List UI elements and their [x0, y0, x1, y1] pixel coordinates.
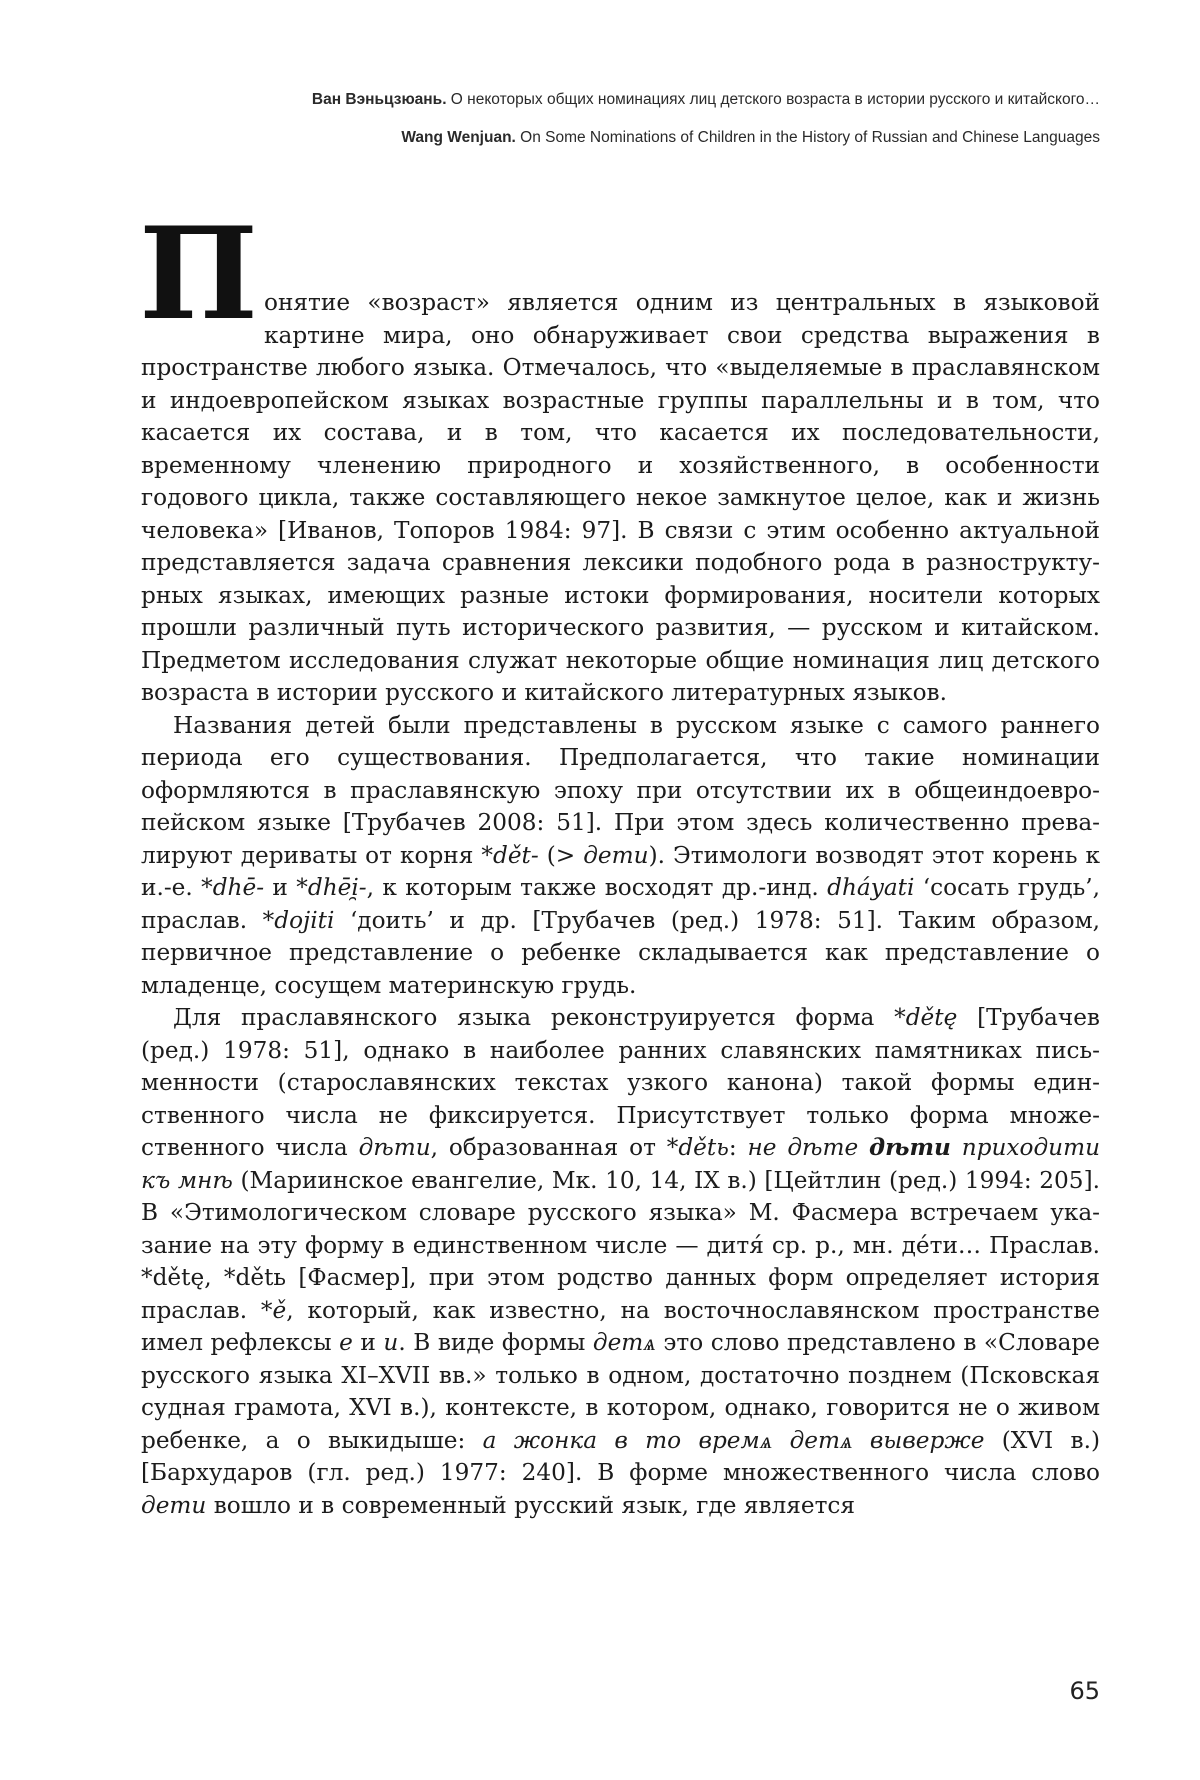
p3-italic-1: *dětę	[894, 1004, 958, 1031]
paragraph-3	[141, 1002, 1100, 1522]
p3-italic-5: приходити къ мнѣ	[141, 1134, 1101, 1194]
p2-text-1: Названия детей были представлены в русском языке с самого раннего периода его существования. Предполагается, что такие номинации оформляются в праславянскую эпоху при отсутствии их в общеиндоевропейском языке [Трубачев 2008: 51]. При этом здесь количественно превалируют дериваты от корня	[141, 711, 1100, 869]
paragraph-2	[141, 710, 1100, 1003]
p3-italic-11: дети	[141, 1491, 207, 1519]
p3-text-3: , образованная от *	[430, 1134, 679, 1161]
p2-text-6: ‘сосать грудь’, праслав.	[141, 874, 1100, 934]
p3-italic-2: дѣти	[358, 1134, 431, 1161]
p3-italic-6: *ě	[260, 1296, 287, 1324]
p1-text: онятие «возраст» является одним из центральных в языковой картине мира, оно обнаруживает свои средства выражения в пространстве любого языка. Отмечалось, что «выделяемые в праславянском и индоевропейском языках возрастные группы параллельны и в том, что касается их состава, и в том, что касается их последовательности, временному членению природного и хозяйственного, в особенности годового цикла, также составляющего некое замкнутое целое, как и жизнь человека» [Иванов, Топоров 1984: 97]. В связи с этим особенно актуальной представляется задача сравнения лексики подобного рода в разноструктурных языках, имеющих разные истоки формирования, носители которых прошли различный путь исторического развития, — русском и китайском. Предметом исследования служат некоторые общие номинация лиц детского возраста в истории русского и китайского литературных языков.	[141, 289, 1100, 706]
p3-text-8: . В виде формы	[398, 1329, 593, 1356]
p2-italic-6: *dojiti	[262, 906, 335, 934]
p3-text-9: это слово представлено в «Словаре русского языка XI–XVII вв.» только в одном, достаточно позднем (Псковская судная грамота, XVI в.), контексте, в котором, однако, говорится не о живом ребенке, а о выкидыше:	[141, 1329, 1100, 1454]
p3-text-2: [Трубачев (ред.) 1978: 51], однако в наиболее ранних славянских памятниках письменности (старославянских текстах узкого канона) такой формы единственного числа не фиксируется. Присутствует только форма множественного числа	[141, 1004, 1100, 1161]
author-name-ru: Ван Вэньцзюань.	[311, 91, 447, 108]
author-name-en: Wang Wenjuan.	[401, 129, 516, 146]
p3-text-6: , который, как известно, на восточнославянском пространстве имел рефлексы	[141, 1296, 1100, 1356]
article-title-en: On Some Nominations of Children in the History of Russian and Chinese Languages	[515, 129, 1100, 146]
p2-italic-5: dháyati	[827, 874, 915, 901]
p3-italic-8: и	[383, 1329, 399, 1356]
p2-italic-3: *dhē-	[201, 874, 265, 901]
p2-text-2: (>	[538, 841, 584, 869]
paragraph-1	[139, 200, 1100, 710]
p3-text-11: вошло и в современный русский язык, где является	[206, 1491, 856, 1519]
p3-italic-9: детѧ	[592, 1329, 656, 1356]
running-head-russian	[312, 91, 1100, 109]
p3-text-4: :	[728, 1134, 748, 1161]
p3-italic-4: не дѣте	[747, 1134, 870, 1161]
p2-italic-2: дети	[583, 841, 649, 869]
p2-italic-1: *dět-	[481, 841, 539, 869]
p3-bold-italic-1: дѣти	[869, 1134, 951, 1161]
p2-italic-4: *dhēi̯-	[296, 874, 367, 901]
p3-text-7: и	[352, 1329, 384, 1356]
p3-italic-3: dětь	[678, 1134, 729, 1161]
page-number: 65	[1069, 1677, 1100, 1705]
p2-text-4: и	[264, 874, 297, 901]
p3-text-1: Для праславянского языка реконструируется форма	[173, 1004, 895, 1031]
p3-italic-10: а жонка в то времѧ детѧ выверже	[482, 1426, 985, 1454]
running-head-english	[401, 129, 1100, 147]
p2-text-5: , к которым также восходят др.-инд.	[366, 874, 828, 901]
p3-text-5: (Мариинское евангелие, Мк. 10, 14, IX в.) [Цейтлин (ред.) 1994: 205]. В «Этимологическом словаре русского языка» М. Фасмера встречаем указание на эту форму в единственном числе — дитя́ ср. р., мн. де́ти… Праслав. *dětę, *dětь [Фасмер], при этом родство данных форм определяет история праслав.	[141, 1166, 1100, 1324]
p3-text-10: (XVI в.) [Бархударов (гл. ред.) 1977: 240]. В форме множественного числа слово	[141, 1426, 1101, 1486]
p3-italic-7: е	[339, 1329, 353, 1356]
p2-text-3: ). Этимологи возводят этот корень к и.-е.	[141, 841, 1100, 901]
article-body	[139, 200, 1101, 1522]
p2-text-7: ‘доить’ и др. [Трубачев (ред.) 1978: 51]. Таким образом, первичное представление о ребенке складывается как представление о младенце, сосущем материнскую грудь.	[141, 906, 1100, 999]
article-title-ru: О некоторых общих номинациях лиц детского возраста в истории русского и китайского…	[446, 91, 1100, 108]
drop-cap: П	[139, 200, 258, 348]
